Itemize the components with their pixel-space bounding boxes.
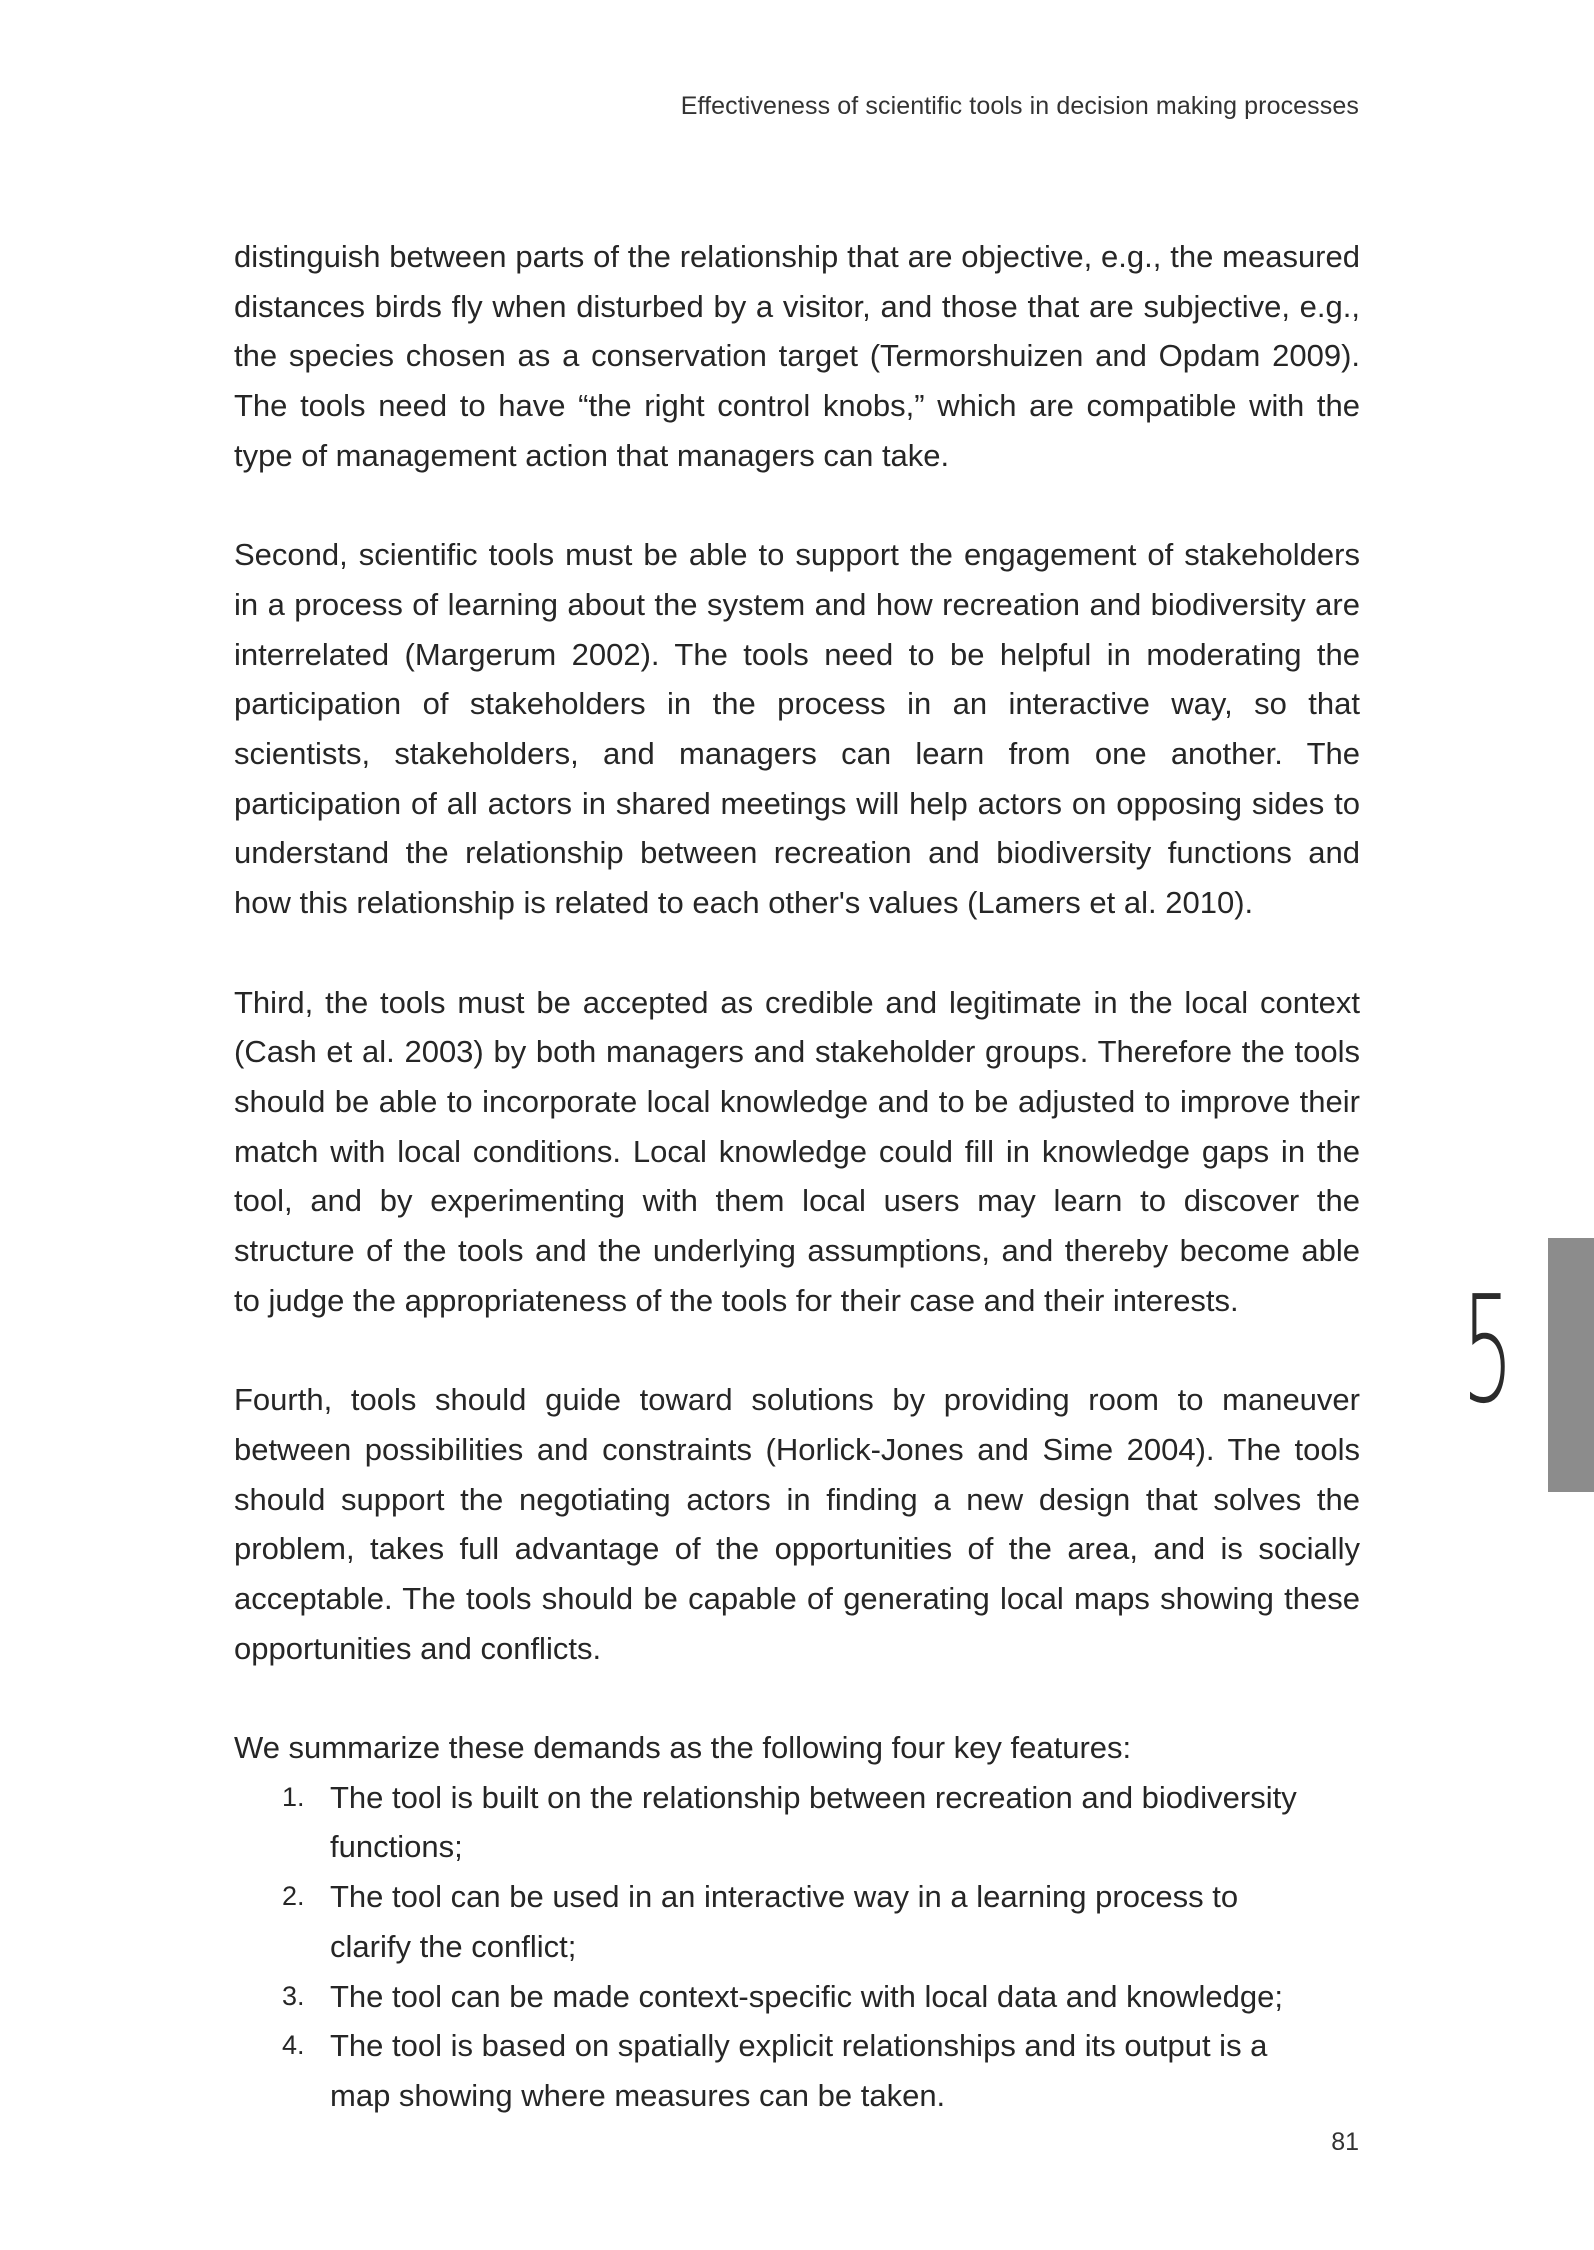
paragraph-second-learning: Second, scientific tools must be able to support the engagement of stakeholders in a process of learning about the system and how recreation and biodiversity are interrelated (Margerum 2002). The tools need to be helpful in moderating the participation of stakeholders in the process in an interactive way, so that scientists, stakeholders, and managers can learn from one another. The participation of all actors in shared meetings will help actors on opposing sides to understand the relationship between recreation and biodiversity functions and how this relationship is related to each other's values (Lamers et al. 2010). [234,537,1360,921]
list-item-text: The tool is based on spatially explicit relationships and its output is a map showing where measures can be taken. [330,2028,1268,2113]
paragraph-summary-intro: We summarize these demands as the following four key features: [234,1730,1132,1766]
chapter-thumb-tab [1548,1238,1594,1492]
paragraph-objective-subjective: distinguish between parts of the relationship that are objective, e.g., the measured distances birds fly when disturbed by a visitor, and those that are subjective, e.g., the species chosen as a conservation target (Termorshuizen and Opdam 2009). The tools need to have “the right control knobs,” which are compatible with the type of management action that managers can take. [234,239,1360,473]
list-item [282,1773,1312,1872]
page-number: 81 [1331,2128,1359,2156]
list-item-text: The tool is built on the relationship between recreation and biodiversity functions; [330,1779,1297,1865]
paragraph-third-credibility: Third, the tools must be accepted as credible and legitimate in the local context (Cash et al. 2003) by both managers and stakeholder groups. Therefore the tools should be able to incorporate local knowledge and to be adjusted to improve their match with local conditions. Local knowledge could fill in knowledge gaps in the tool, and by experimenting with them local users may learn to discover the structure of the tools and the underlying assumptions, and thereby become able to judge the appropriateness of the tools for their case and their interests. [234,984,1360,1318]
list-item-text: The tool can be used in an interactive way in a learning process to clarify the conflict; [330,1879,1239,1964]
list-item [282,1972,1312,2022]
list-item-number: 3. [282,1980,305,2011]
list-item-number: 1. [282,1781,305,1812]
list-item-text: The tool can be made context-specific with local data and knowledge; [330,1978,1283,2014]
paragraph-fourth-solutions: Fourth, tools should guide toward solutions by providing room to maneuver between possibilities and constraints (Horlick-Jones and Sime 2004). The tools should support the negotiating actors in finding a new design that solves the problem, takes full advantage of the opportunities of the area, and is socially acceptable. The tools should be capable of generating local maps showing these opportunities and conflicts. [234,1382,1360,1666]
list-item [282,1872,1312,1971]
list-item-number: 4. [282,2030,305,2061]
key-features-list [234,1773,1312,2121]
chapter-number: 5 [1462,1264,1514,1436]
list-item [282,2021,1312,2120]
body-text [234,232,1360,2121]
running-header: Effectiveness of scientific tools in decision making processes [680,92,1359,120]
list-item-number: 2. [282,1881,305,1912]
